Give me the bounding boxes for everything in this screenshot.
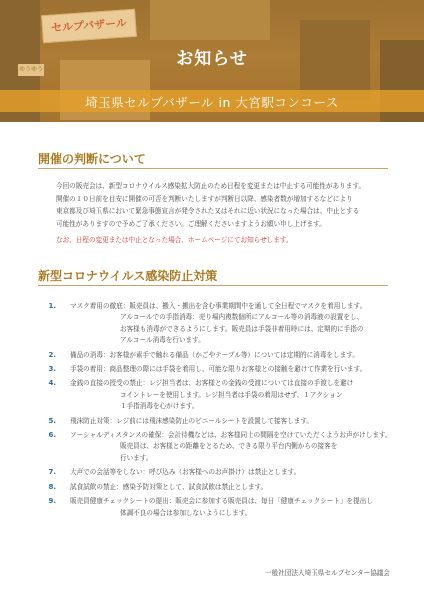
measure-item — [40, 350, 390, 361]
paragraph-line: 可能性がありますので予めご了承ください。ご理解くださいますようお願い申し上げます。 — [56, 219, 326, 228]
item-line: アルコールでの手指消毒：売り場内複数個所にアルコール等の消毒液の設置をし、 — [120, 313, 364, 322]
measure-item — [40, 301, 390, 347]
hero-sign: セルプバザール — [41, 9, 137, 43]
section-divider — [38, 168, 388, 169]
item-line: １手指消毒を心がけます。 — [120, 402, 199, 411]
item-number: 6. — [48, 431, 56, 440]
item-line: 販売員健康チェックシートの提出：販売会に参加する販売員は、毎日「健康チェックシート」を提出し — [70, 497, 373, 506]
item-line: アルコール消毒を行います。 — [120, 336, 205, 345]
measure-item — [40, 430, 390, 464]
item-line: ソーシャルディスタンスの確保：会計待機などは、お客様同士の間隔を空けていただくようお声がけします。 — [70, 431, 392, 440]
measure-item — [40, 496, 390, 519]
item-line: 大声での会話等をしない：呼び込み（お客様へのお声掛け）は禁止とします。 — [70, 468, 301, 477]
item-number: 7. — [48, 468, 56, 477]
item-line: コイントレーを使用します。レジ担当者は手袋の着用はせず、１アクション — [120, 390, 343, 399]
page-title: お知らせ — [176, 49, 248, 69]
schedule-change-notice: なお、日程の変更または中止となった場合、ホームページにてお知らせします。 — [56, 236, 293, 244]
item-number: 5. — [48, 416, 56, 425]
item-number: 9. — [48, 497, 56, 506]
item-line: 行います。 — [120, 453, 153, 462]
hero-banner — [0, 0, 424, 122]
measure-item — [40, 364, 390, 375]
item-line: 試食試飲の禁止：感染予防対策として、試食試飲は禁止とします。 — [70, 482, 268, 491]
item-line: 備品の消毒：お客様が素手で触れる備品（かごやテーブル等）については定期的に消毒をします。 — [70, 350, 359, 359]
item-line: お客様も消毒ができるようにします。販売員は手袋非着用時には、定期的に手指の — [120, 324, 364, 333]
item-line: マスク着用の徹底：販売員は、搬入・搬出を含む事業期間中を通して全日程でマスクを着用します。 — [70, 302, 367, 310]
measure-item — [40, 416, 390, 427]
item-line: 金銭の直接の授受の禁止：レジ担当者は、お客様との金銭の受渡については直接の手渡しを避け — [70, 379, 354, 388]
section-title-judgement: 開催の判断について — [38, 152, 146, 166]
item-line: 飛沫防止対策：レジ前には飛沫感染防止のビニールシートを設置して接客します。 — [70, 416, 313, 425]
item-line: 手袋の着用：商品整理の際には手袋を着用し、可能な限りお客様との接触を避けて作業を行います。 — [70, 365, 367, 374]
section-divider — [38, 285, 388, 286]
paragraph-line: 開催の１０日前を目安に開催の可否を判断いたしますが判断日以降、感染者数が増加するなどにより — [56, 194, 353, 203]
measure-item — [40, 482, 390, 493]
organization-name: 一般社団法人埼玉県セルプセンター協議会 — [265, 569, 390, 577]
measure-item — [40, 378, 390, 412]
page-subtitle: 埼玉県セルプバザール in 大宮駅コンコース — [85, 95, 339, 110]
item-number: 8. — [48, 482, 56, 491]
section-title-measures: 新型コロナウイルス感染防止対策 — [38, 269, 218, 283]
item-number: 3. — [48, 365, 56, 374]
paragraph-line: 東京都及び埼玉県において緊急事態宣言が発令された又はそれに近い状況になった場合は、中止とする — [56, 207, 360, 215]
item-line: 体調不良の場合は参加しないようにします。 — [120, 508, 252, 517]
measure-item — [40, 467, 390, 478]
item-number: 4. — [48, 379, 56, 388]
judgement-paragraph — [56, 180, 396, 230]
item-number: 1. — [48, 302, 56, 310]
item-number: 2. — [48, 350, 56, 359]
paragraph-line: 今回の販売会は、新型コロナウイルス感染拡大防止のため日程を変更または中止する可能性があります。 — [56, 182, 365, 190]
hero-tag: ゆうゆう — [18, 64, 44, 76]
item-line: 販売員は、お客様との距離をとるため、できる限り平台内側からの接客を — [120, 442, 338, 451]
measures-list — [40, 301, 390, 522]
